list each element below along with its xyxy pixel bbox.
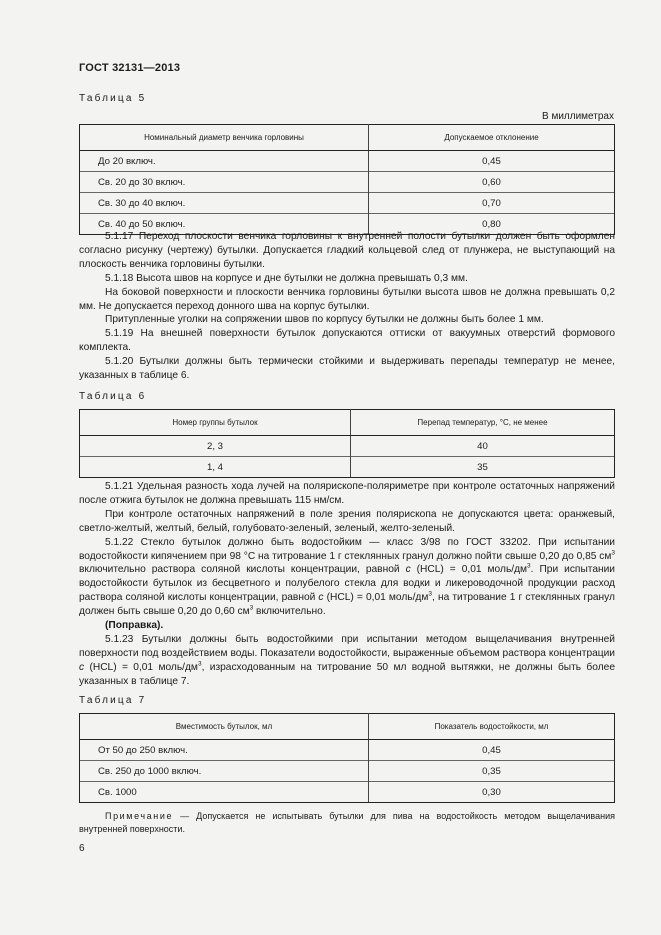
table-cell: Св. 30 до 40 включ.: [80, 193, 369, 214]
table-cell: 0,30: [369, 782, 615, 803]
amendment-note: (Поправка).: [105, 620, 164, 632]
column-header: Показатель водостойкости, мл: [369, 714, 615, 740]
table7-note: [79, 810, 615, 836]
table-row: [80, 436, 615, 457]
table-cell: 0,45: [369, 151, 615, 172]
table-cell: 35: [351, 457, 615, 478]
column-header: Вместимость бутылок, мл: [80, 714, 369, 740]
page-number: 6: [79, 843, 85, 854]
table-cell: Св. 20 до 30 включ.: [80, 172, 369, 193]
table-cell: 2, 3: [80, 436, 351, 457]
table-row: [80, 740, 615, 761]
table-cell: 40: [351, 436, 615, 457]
table6: [79, 409, 615, 478]
table6-caption: Таблица 6: [79, 391, 147, 402]
body-text-block-1: [79, 230, 615, 383]
paragraph-5-1-22: 5.1.22 Стекло бутылок должно быть водостойким — класс 3/98 по ГОСТ 33202. При испытании водостойкости кипячением при 98 °С на титрование 1 г стеклянных гранул должно пойти свыше 0,20 до 0,85 $см^3$ включительно раствора соляной кислоты концентрации, равной с (HCL) = 0,01 моль/$дм^3$. При испытании водостойкости бутылок из бесцветного и полубелого стекла для водки и ликероводочной продукции расход раствора соляной кислоты концентрации, равной с (HCL) = 0,01 моль/$дм^3$, на титрование 1 г стеклянных гранул должен быть свыше 0,20 до 0,60 $см^3$ включительно.: [79, 536, 615, 618]
paragraph-5-1-23: 5.1.23 Бутылки должны быть водостойкими при испытании методом выщелачивания внутренней поверхности под воздействием воды. Показатели водостойкости, выраженные объемом раствора концентрации с (HCL) = 0,01 моль/$дм^3$, израсходованным на титрование 50 мл водной вытяжки, не должны быть более указанных в таблице 7.: [79, 633, 615, 687]
table-cell: 1, 4: [80, 457, 351, 478]
table-row: [80, 151, 615, 172]
table7: [79, 713, 615, 803]
column-header: Допускаемое отклонение: [369, 125, 615, 151]
table5-unit-note: В миллиметрах: [542, 111, 614, 122]
column-header: Перепад температур, °С, не менее: [351, 410, 615, 436]
table-cell: 0,70: [369, 193, 615, 214]
table-cell: 0,45: [369, 740, 615, 761]
table-cell: До 20 включ.: [80, 151, 369, 172]
note-label: Примечание: [105, 811, 174, 821]
column-header: Номинальный диаметр венчика горловины: [80, 125, 369, 151]
paragraph: При контроле остаточных напряжений в поле зрения полярископа не допускаются цвета: оранжевый, светло-желтый, желтый, белый, голубовато-зеленый, зеленый, желто-зеленый.: [79, 508, 615, 534]
paragraph: На боковой поверхности и плоскости венчика горловины бутылки высота швов не должна превышать 0,2 мм. Не допускается переход донного шва на корпус бутылки.: [79, 286, 615, 312]
table-cell: 0,80: [369, 214, 615, 235]
table5-caption: Таблица 5: [79, 93, 147, 104]
paragraph-5-1-17: 5.1.17 Переход плоскости венчика горловины к внутренней полости бутылки должен быть оформлен согласно рисунку (чертежу) бутылки. Допускается гладкий кольцевой след от плунжера, не выступающий на плоскость венчика горловины бутылки.: [79, 231, 615, 270]
paragraph: Притупленные уголки на сопряжении швов по корпусу бутылки не должны быть более 1 мм.: [105, 314, 544, 326]
paragraph-5-1-21: 5.1.21 Удельная разность хода лучей на полярископе-поляриметре при контроле остаточных напряжений после отжига бутылок не должна превышать 115 нм/см.: [79, 481, 615, 506]
document-header: ГОСТ 32131—2013: [79, 62, 181, 74]
table5: [79, 124, 615, 235]
body-text-block-2: [79, 480, 615, 689]
table-header-row: [80, 125, 615, 151]
column-header: Номер группы бутылок: [80, 410, 351, 436]
table-cell: Св. 40 до 50 включ.: [80, 214, 369, 235]
note-text: — Допускается не испытывать бутылки для пива на водостойкость методом выщелачивания внутренней поверхности.: [79, 811, 615, 834]
table7-caption: Таблица 7: [79, 695, 147, 706]
table-cell: Св. 250 до 1000 включ.: [80, 761, 369, 782]
table-row: [80, 761, 615, 782]
table-cell: 0,60: [369, 172, 615, 193]
table-row: [80, 457, 615, 478]
table-row: [80, 172, 615, 193]
table-cell: От 50 до 250 включ.: [80, 740, 369, 761]
table-row: [80, 782, 615, 803]
table-cell: 0,35: [369, 761, 615, 782]
paragraph-5-1-20: 5.1.20 Бутылки должны быть термически стойкими и выдерживать перепады температур не менее, указанных в таблице 6.: [79, 356, 615, 382]
paragraph-5-1-19: 5.1.19 На внешней поверхности бутылок допускаются оттиски от вакуумных отверстий формового комплекта.: [79, 328, 615, 354]
table-cell: Св. 1000: [80, 782, 369, 803]
table-row: [80, 193, 615, 214]
table-header-row: [80, 410, 615, 436]
table-header-row: [80, 714, 615, 740]
paragraph-5-1-18: 5.1.18 Высота швов на корпусе и дне бутылки не должна превышать 0,3 мм.: [105, 272, 468, 284]
